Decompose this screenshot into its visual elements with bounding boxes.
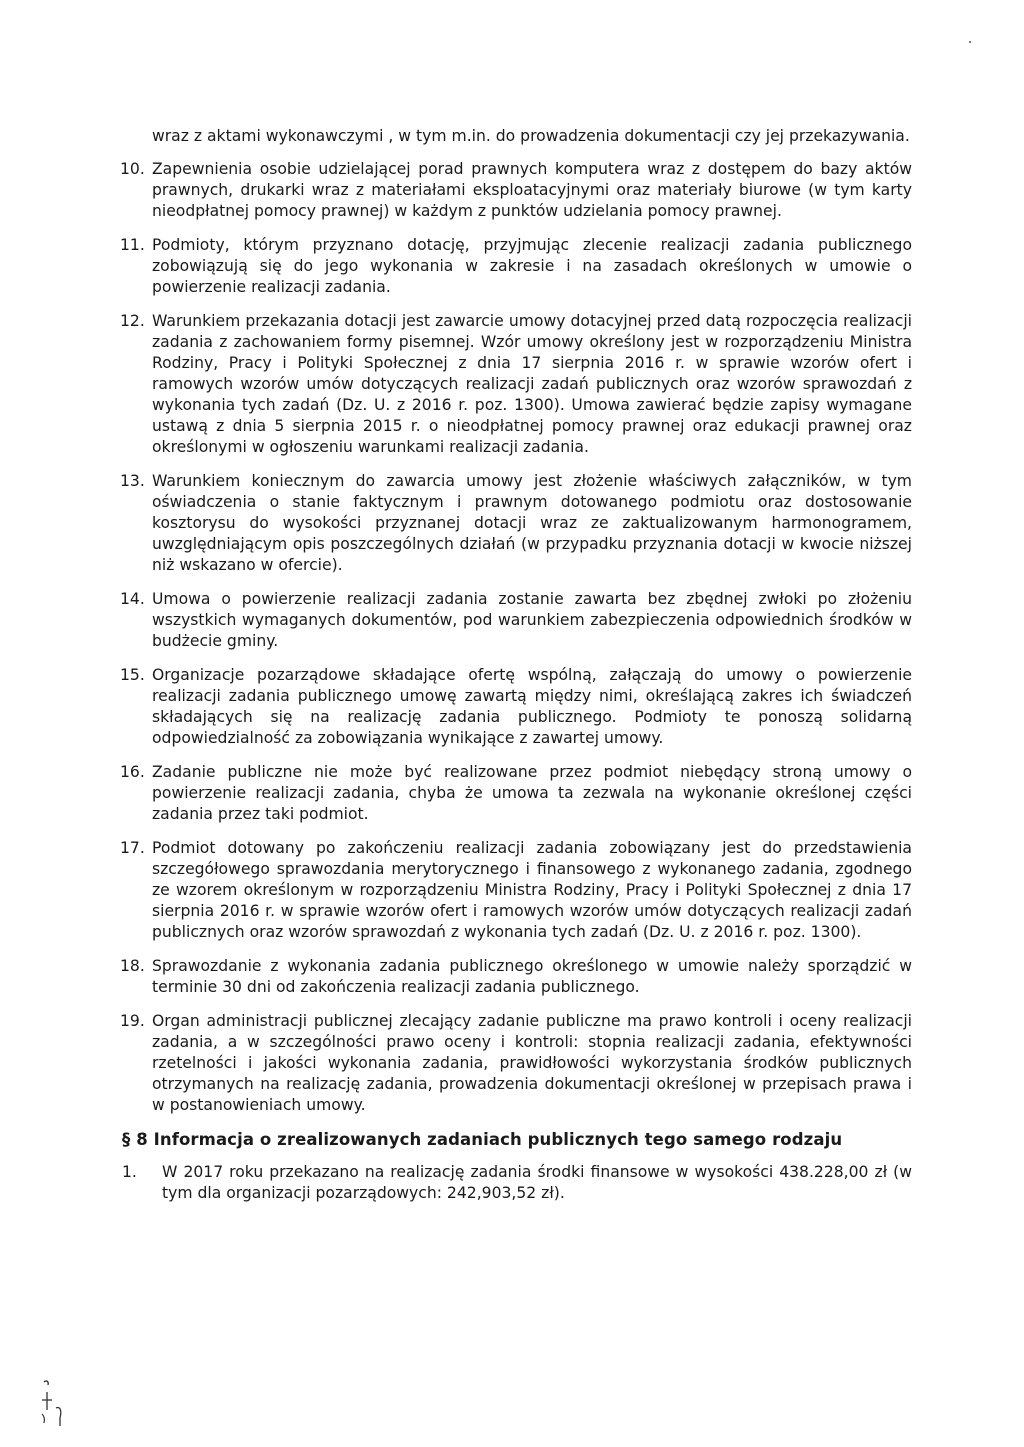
list-item — [122, 235, 912, 298]
list-item — [122, 159, 912, 222]
list-item-text: Warunkiem przekazania dotacji jest zawarcie umowy dotacyjnej przed datą rozpoczęcia realizacji zadania z zachowaniem formy pisemnej. Wzór umowy określony jest w rozporządzeniu Ministra Rodziny, Pracy i Polityki Społecznej z dnia 17 sierpnia 2016 r. w sprawie wzorów ofert i ramowych wzorów umów dotyczących realizacji zadań publicznych oraz wzorów sprawozdań z wykonania tych zadań (Dz. U. z 2016 r. poz. 1300). Umowa zawierać będzie zapisy wymagane ustawą z dnia 5 sierpnia 2015 r. o nieodpłatnej pomocy prawnej oraz edukacji prawnej oraz określonymi w ogłoszeniu warunkami realizacji zadania. — [152, 312, 912, 456]
list-item-number: 16. — [120, 763, 145, 781]
list-item-number: 11. — [120, 236, 145, 254]
list-item-text: Zadanie publiczne nie może być realizowane przez podmiot niebędący stroną umowy o powierzenie realizacji zadania, chyba że umowa ta zezwala na wykonanie określonej części zadania przez taki podmiot. — [152, 763, 912, 823]
list-item — [122, 665, 912, 749]
list-item-number: 12. — [120, 312, 145, 330]
list-item-number: 17. — [120, 839, 145, 857]
list-item — [122, 311, 912, 458]
list-item-number: 10. — [120, 160, 145, 178]
document-body — [122, 126, 912, 1204]
list-item-text: Podmiot dotowany po zakończeniu realizacji zadania zobowiązany jest do przedstawienia szczegółowego sprawozdania merytorycznego i finansowego z wykonanego zadania, zgodnego ze wzorem określonym w rozporządzeniu Ministra Rodziny, Pracy i Polityki Społecznej z dnia 17 sierpnia 2016 r. w sprawie wzorów ofert i ramowych wzorów umów dotyczących realizacji zadań publicznych oraz wzorów sprawozdań z wykonania tych zadań (Dz. U. z 2016 r. poz. 1300). — [152, 839, 912, 941]
list-item — [122, 762, 912, 825]
list-item-text: Warunkiem koniecznym do zawarcia umowy jest złożenie właściwych załączników, w tym oświadczenia o stanie faktycznym i prawnym dotowanego podmiotu oraz dostosowanie kosztorysu do wysokości przyznanej dotacji wraz ze zaktualizowanym harmonogramem, uwzględniającym opis poszczególnych działań (w przypadku przyznania dotacji w kwocie niższej niż wskazano w ofercie). — [152, 472, 912, 574]
numbered-list — [122, 159, 912, 1116]
section-list-item-number: 1. — [122, 1163, 137, 1181]
list-item — [122, 589, 912, 652]
list-item-number: 18. — [120, 957, 145, 975]
list-item-number: 14. — [120, 590, 145, 608]
section-list-item-text: W 2017 roku przekazano na realizację zadania środki finansowe w wysokości 438.228,00 zł (w tym dla organizacji pozarządowych: 242,903,52 zł). — [162, 1163, 912, 1202]
list-item-number: 15. — [120, 666, 145, 684]
list-item — [122, 956, 912, 998]
list-item-number: 19. — [120, 1012, 145, 1030]
scan-speck — [969, 41, 971, 43]
continuation-paragraph: wraz z aktami wykonawczymi , w tym m.in. do prowadzenia dokumentacji czy jej przekazywania. — [152, 127, 910, 145]
list-item-text: Sprawozdanie z wykonania zadania publicznego określonego w umowie należy sporządzić w terminie 30 dni od zakończenia realizacji zadania publicznego. — [152, 957, 912, 996]
list-item-number: 13. — [120, 472, 145, 490]
section-heading: § 8 Informacja o zrealizowanych zadaniach publicznych tego samego rodzaju — [122, 1130, 843, 1149]
list-item-text: Organizacje pozarządowe składające ofertę wspólną, załączają do umowy o powierzenie realizacji zadania publicznego umowę zawartą między nimi, określającą zakres ich świadczeń składających się na realizację zadania publicznego. Podmioty te ponoszą solidarną odpowiedzialność za zobowiązania wynikające z zawartej umowy. — [152, 666, 912, 747]
list-item-text: Podmioty, którym przyznano dotację, przyjmując zlecenie realizacji zadania publicznego zobowiązują się do jego wykonania w zakresie i na zasadach określonych w umowie o powierzenie realizacji zadania. — [152, 236, 912, 296]
list-item-text: Organ administracji publicznej zlecający zadanie publiczne ma prawo kontroli i oceny realizacji zadania, a w szczególności prawo oceny i kontroli: stopnia realizacji zadania, efektywności rzetelności i jakości wykonania zadania, prawidłowości wykorzystania środków publicznych otrzymanych na realizację zadania, prowadzenia dokumentacji określonej w przepisach prawa i w postanowieniach umowy. — [152, 1012, 912, 1114]
section-list-item — [122, 1162, 912, 1204]
list-item — [122, 838, 912, 943]
list-item — [122, 1011, 912, 1116]
section-list — [122, 1162, 912, 1204]
list-item-text: Umowa o powierzenie realizacji zadania zostanie zawarta bez zbędnej zwłoki po złożeniu wszystkich wymaganych dokumentów, pod warunkiem zabezpieczenia odpowiednich środków w budżecie gminy. — [152, 590, 912, 650]
handwritten-initial-icon — [38, 1378, 68, 1428]
list-item — [122, 471, 912, 576]
list-item-text: Zapewnienia osobie udzielającej porad prawnych komputera wraz z dostępem do bazy aktów prawnych, drukarki wraz z materiałami eksploatacyjnymi oraz materiały biurowe (w tym karty nieodpłatnej pomocy prawnej) w każdym z punktów udzielania pomocy prawnej. — [152, 160, 912, 220]
